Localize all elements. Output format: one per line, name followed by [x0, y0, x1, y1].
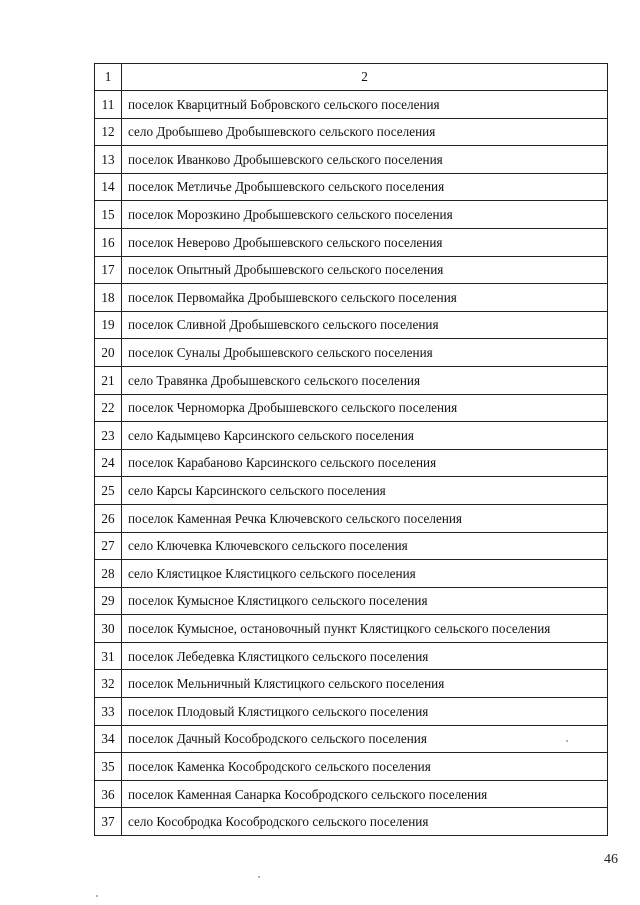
- table-row: [95, 808, 608, 836]
- row-number: 15: [95, 201, 122, 229]
- table-row: [95, 753, 608, 781]
- settlement-name: поселок Дачный Кособродского сельского поселения: [122, 725, 608, 753]
- settlement-name: село Клястицкое Клястицкого сельского поселения: [122, 560, 608, 588]
- table-row: [95, 725, 608, 753]
- settlement-name: поселок Метличье Дробышевского сельского поселения: [122, 173, 608, 201]
- row-number: 37: [95, 808, 122, 836]
- settlements-table: [94, 63, 608, 836]
- row-number: 18: [95, 284, 122, 312]
- row-number: 17: [95, 256, 122, 284]
- row-number: 36: [95, 780, 122, 808]
- table-row: [95, 780, 608, 808]
- row-number: 13: [95, 146, 122, 174]
- table-row: [95, 256, 608, 284]
- row-number: 22: [95, 394, 122, 422]
- row-number: 31: [95, 642, 122, 670]
- table-row: [95, 449, 608, 477]
- table-row: [95, 311, 608, 339]
- header-col-2: 2: [122, 64, 608, 91]
- row-number: 33: [95, 698, 122, 726]
- settlement-name: поселок Лебедевка Клястицкого сельского поселения: [122, 642, 608, 670]
- scan-speck: [258, 876, 260, 878]
- settlement-name: поселок Суналы Дробышевского сельского поселения: [122, 339, 608, 367]
- settlement-name: село Кособродка Кособродского сельского поселения: [122, 808, 608, 836]
- row-number: 30: [95, 615, 122, 643]
- settlement-name: поселок Кумысное, остановочный пункт Клястицкого сельского поселения: [122, 615, 608, 643]
- row-number: 12: [95, 118, 122, 146]
- settlement-name: поселок Карабаново Карсинского сельского поселения: [122, 449, 608, 477]
- page-number: 46: [604, 852, 618, 867]
- settlement-name: поселок Кварцитный Бобровского сельского поселения: [122, 91, 608, 119]
- settlement-name: поселок Мельничный Клястицкого сельского поселения: [122, 670, 608, 698]
- row-number: 25: [95, 477, 122, 505]
- table-row: [95, 422, 608, 450]
- table-row: [95, 560, 608, 588]
- row-number: 24: [95, 449, 122, 477]
- settlement-name: поселок Каменная Речка Ключевского сельского поселения: [122, 504, 608, 532]
- settlement-name: поселок Каменная Санарка Кособродского сельского поселения: [122, 780, 608, 808]
- table-row: [95, 477, 608, 505]
- table-row: [95, 228, 608, 256]
- table-row: [95, 201, 608, 229]
- settlement-name: поселок Плодовый Клястицкого сельского поселения: [122, 698, 608, 726]
- row-number: 35: [95, 753, 122, 781]
- row-number: 29: [95, 587, 122, 615]
- settlement-name: село Дробышево Дробышевского сельского поселения: [122, 118, 608, 146]
- settlement-name: село Кадымцево Карсинского сельского поселения: [122, 422, 608, 450]
- table-row: [95, 587, 608, 615]
- settlement-name: поселок Кумысное Клястицкого сельского поселения: [122, 587, 608, 615]
- row-number: 11: [95, 91, 122, 119]
- row-number: 14: [95, 173, 122, 201]
- table-header-row: [95, 64, 608, 91]
- settlement-name: поселок Черноморка Дробышевского сельского поселения: [122, 394, 608, 422]
- row-number: 23: [95, 422, 122, 450]
- header-col-1: 1: [95, 64, 122, 91]
- table-row: [95, 642, 608, 670]
- row-number: 21: [95, 366, 122, 394]
- settlement-name: поселок Неверово Дробышевского сельского поселения: [122, 228, 608, 256]
- row-number: 16: [95, 228, 122, 256]
- settlement-name: село Ключевка Ключевского сельского поселения: [122, 532, 608, 560]
- table-row: [95, 504, 608, 532]
- table-row: [95, 146, 608, 174]
- settlement-name: поселок Сливной Дробышевского сельского поселения: [122, 311, 608, 339]
- settlement-name: поселок Каменка Кособродского сельского поселения: [122, 753, 608, 781]
- table-row: [95, 670, 608, 698]
- row-number: 32: [95, 670, 122, 698]
- row-number: 27: [95, 532, 122, 560]
- table-row: [95, 532, 608, 560]
- settlement-name: село Травянка Дробышевского сельского поселения: [122, 366, 608, 394]
- row-number: 34: [95, 725, 122, 753]
- table-row: [95, 615, 608, 643]
- scan-speck: [96, 895, 98, 897]
- table-row: [95, 394, 608, 422]
- scan-speck: [566, 740, 568, 742]
- row-number: 28: [95, 560, 122, 588]
- settlement-name: село Карсы Карсинского сельского поселения: [122, 477, 608, 505]
- settlement-name: поселок Опытный Дробышевского сельского поселения: [122, 256, 608, 284]
- table-row: [95, 339, 608, 367]
- settlement-name: поселок Иванково Дробышевского сельского поселения: [122, 146, 608, 174]
- row-number: 19: [95, 311, 122, 339]
- table-row: [95, 698, 608, 726]
- settlement-name: поселок Первомайка Дробышевского сельского поселения: [122, 284, 608, 312]
- row-number: 20: [95, 339, 122, 367]
- table-row: [95, 118, 608, 146]
- settlement-name: поселок Морозкино Дробышевского сельского поселения: [122, 201, 608, 229]
- row-number: 26: [95, 504, 122, 532]
- table-row: [95, 366, 608, 394]
- table-row: [95, 173, 608, 201]
- table-row: [95, 91, 608, 119]
- table-row: [95, 284, 608, 312]
- table-body: [95, 64, 608, 836]
